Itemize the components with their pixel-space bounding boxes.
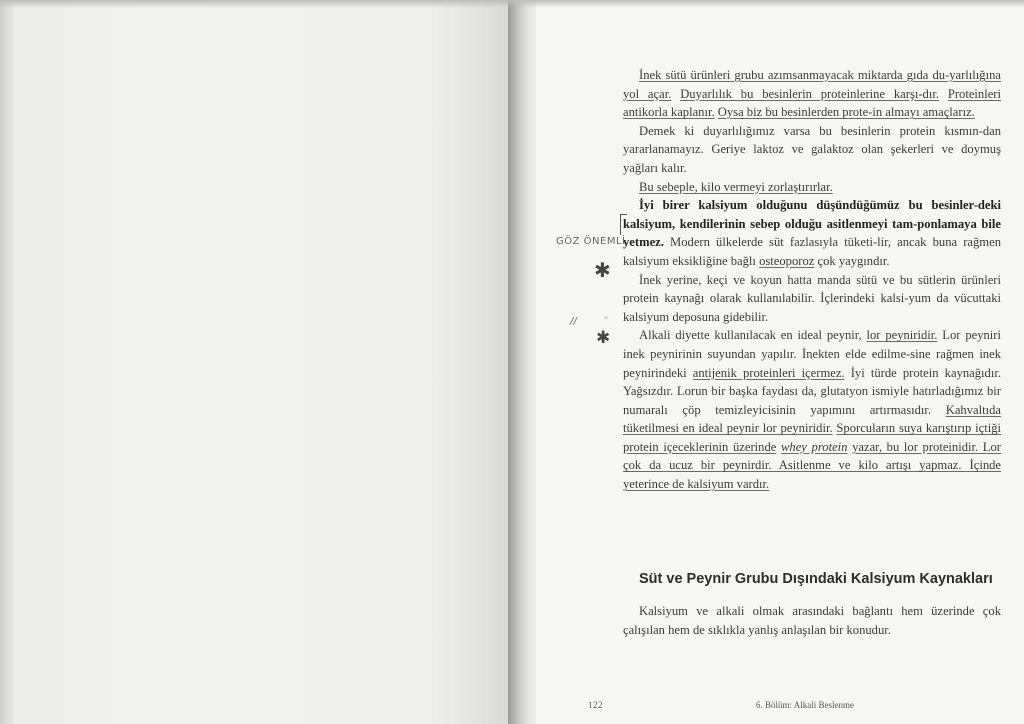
p6-kahvalti: Kahvaltıda tüketilmesi en ideal peynir lor peyniridir. <box>623 402 1001 436</box>
paragraph-5: İnek yerine, keçi ve koyun hatta manda sütü ve bu sütlerin ürünleri protein kaynağı olarak kullanılabilir. İçlerindeki kalsi-yum da vücuttaki kalsiyum deposuna gidebilir. <box>623 272 1001 324</box>
p6-lor-peyniridir: lor peyniridir. <box>866 328 938 343</box>
p6-antijenik: antijenik proteinleri içermez. <box>692 365 845 380</box>
p1-sentence-d: Oysa biz bu besinlerden prote-in almayı amaçlarız. <box>717 105 975 120</box>
paragraph-2: Demek ki duyarlılığımız varsa bu besinlerin protein kısmın-dan yararlanamayız. Geriye laktoz ve galaktoz olan şekerleri ve doymuş yağları kalır. <box>623 123 1001 175</box>
section-intro <box>623 602 1001 639</box>
p6-whey-protein: whey protein <box>781 439 848 454</box>
p1-sentence-b: Duyarlılık bu besinlerin proteinlerine karşı-dır. <box>680 86 939 101</box>
paragraph-3 <box>623 178 1001 197</box>
p4-text-b: çok yaygındır. <box>817 253 890 268</box>
intro-paragraph: Kalsiyum ve alkali olmak arasındaki bağlantı hem üzerinde çok çalışılan hem de sıklıkla yanlış anlaşılan bir konudur. <box>623 604 1001 637</box>
pen-bracket <box>620 214 627 235</box>
page-number: 122 <box>588 700 603 710</box>
tick-mark: " <box>604 316 609 326</box>
p6-text-f: yazar, bu lor proteinidir. Lor çok da ucuz bir peynirdir. Asitlenme ve kilo artışı yapmaz. İçinde yeterince de kalsiyum vardır. <box>623 439 1001 492</box>
p1-sentence-a: İnek sütü ürünleri grubu azımsanmayacak miktarda gıda du-yarlılığına yol açar. <box>623 68 1001 101</box>
paragraph-1 <box>623 66 1001 122</box>
p6-text-a: Alkali diyette kullanılacak en ideal peynir, <box>639 328 862 343</box>
star-mark-icon: ✱ <box>594 258 611 282</box>
p6-text-b: Lor peyniri inek peynirinin suyundan yapılır. İnekten elde edilme-sine rağmen inek peynirindeki <box>623 328 1001 380</box>
p4-osteoporoz: osteoporoz <box>759 253 815 268</box>
paragraph-4 <box>623 196 1001 270</box>
handwritten-note: GÖZ ÖNEMLİ <box>556 236 626 247</box>
chapter-footer: 6. Bölüm: Alkali Beslenme <box>756 700 854 710</box>
p4-bold-statement: İyi birer kalsiyum olduğunu düşündüğümüz bu besinler-deki kalsiyum, kendilerinin sebep olduğu asitlenmeyi tam-ponlamaya bile yetmez. <box>623 198 1001 250</box>
p1-sentence-c: Proteinleri antikorla kaplanır. <box>623 86 1001 120</box>
section-heading: Süt ve Peynir Grubu Dışındaki Kalsiyum Kaynakları <box>639 571 993 587</box>
left-page-edge <box>0 0 14 724</box>
top-shadow <box>0 0 1024 8</box>
slash-mark: // <box>570 316 577 327</box>
star-mark-icon-2: ✱ <box>596 328 611 348</box>
p6-text-c: İyi türde protein kaynağıdır. Yağsızdır. Lorun bir başka faydası da, glutatyon ismiyle hatırladığımız bir numaralı çöp temizleyicisinin yapımını artırmasıdır. <box>623 365 1001 417</box>
paragraph-6 <box>623 326 1001 493</box>
p3-sentence: Bu sebeple, kilo vermeyi zorlaştırırlar. <box>639 179 833 194</box>
body-text <box>623 66 1001 494</box>
p4-text-a: Modern ülkelerde süt fazlasıyla tüketi-lir, ancak buna rağmen kalsiyum eksikliğine bağlı <box>623 235 1001 268</box>
p6-sporcular: Sporcuların suya karıştırıp içtiği protein içeceklerinin üzerinde <box>623 421 1001 454</box>
